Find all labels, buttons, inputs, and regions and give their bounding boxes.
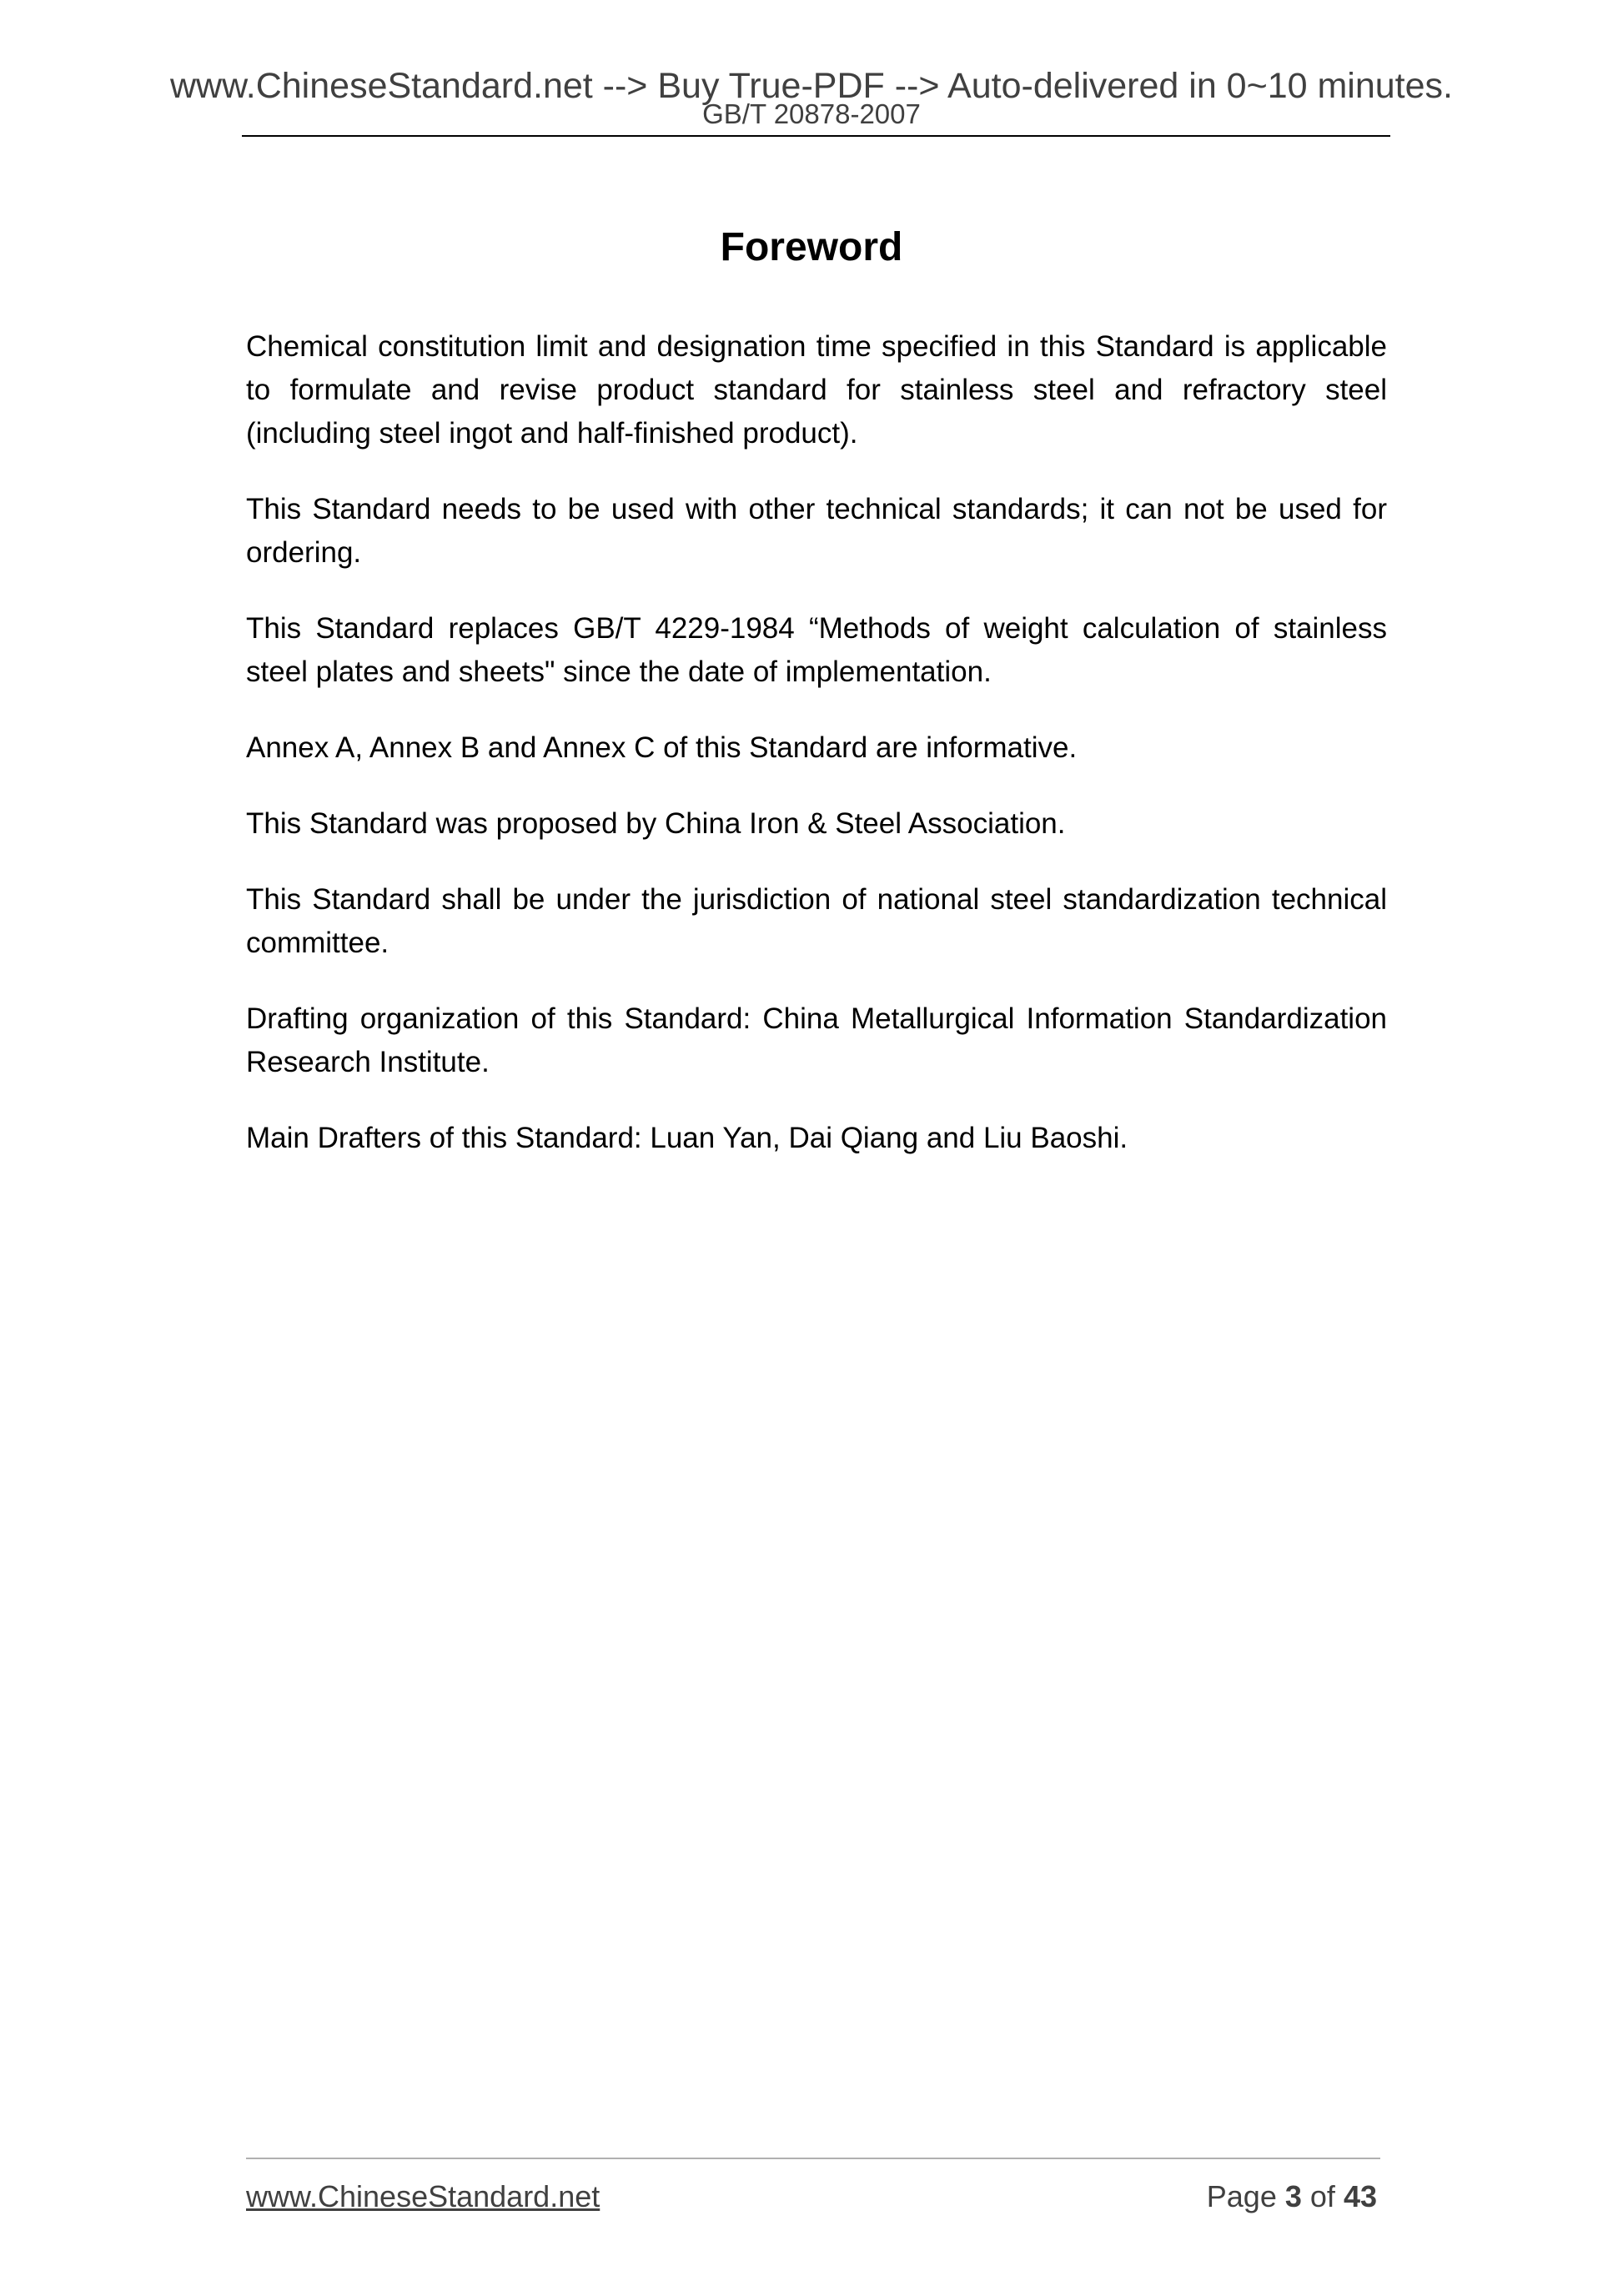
- paragraph-drafters: Main Drafters of this Standard: Luan Yan, Dai Qiang and Liu Baoshi.: [246, 1122, 1128, 1154]
- paragraph-usage: This Standard needs to be used with other technical standards; it can not be used for ordering.: [246, 493, 1387, 569]
- paragraph-drafting-org: Drafting organization of this Standard: China Metallurgical Information Standardization Research Institute.: [246, 1002, 1387, 1078]
- paragraph-annexes: Annex A, Annex B and Annex C of this Standard are informative.: [246, 731, 1078, 764]
- standard-code: GB/T 20878-2007: [702, 98, 921, 129]
- paragraph-replacement: This Standard replaces GB/T 4229-1984 “Methods of weight calculation of stainless steel plates and sheets" since the date of implementation.: [246, 612, 1387, 688]
- page-number: [1207, 2178, 1377, 2215]
- page-title: Foreword: [720, 225, 903, 269]
- paragraph-jurisdiction: This Standard shall be under the jurisdiction of national steel standardization technical committee.: [246, 883, 1387, 959]
- header-divider: [242, 135, 1390, 137]
- footer-divider: [246, 2158, 1380, 2159]
- current-page: 3: [1284, 2179, 1302, 2213]
- page-of-label: of: [1309, 2179, 1335, 2213]
- page-label: Page: [1206, 2179, 1277, 2213]
- paragraph-proposer: This Standard was proposed by China Iron & Steel Association.: [246, 807, 1066, 840]
- paragraph-scope: Chemical constitution limit and designation time specified in this Standard is applicable to formulate and revise product standard for stainless steel and refractory steel (including steel ingot and half-finished product).: [246, 330, 1387, 450]
- total-pages: 43: [1343, 2179, 1377, 2213]
- header-banner: www.ChineseStandard.net --> Buy True-PDF --> Auto-delivered in 0~10 minutes.: [169, 66, 1453, 106]
- foreword-body: [246, 325, 1387, 1193]
- footer-website-link[interactable]: www.ChineseStandard.net: [246, 2179, 600, 2213]
